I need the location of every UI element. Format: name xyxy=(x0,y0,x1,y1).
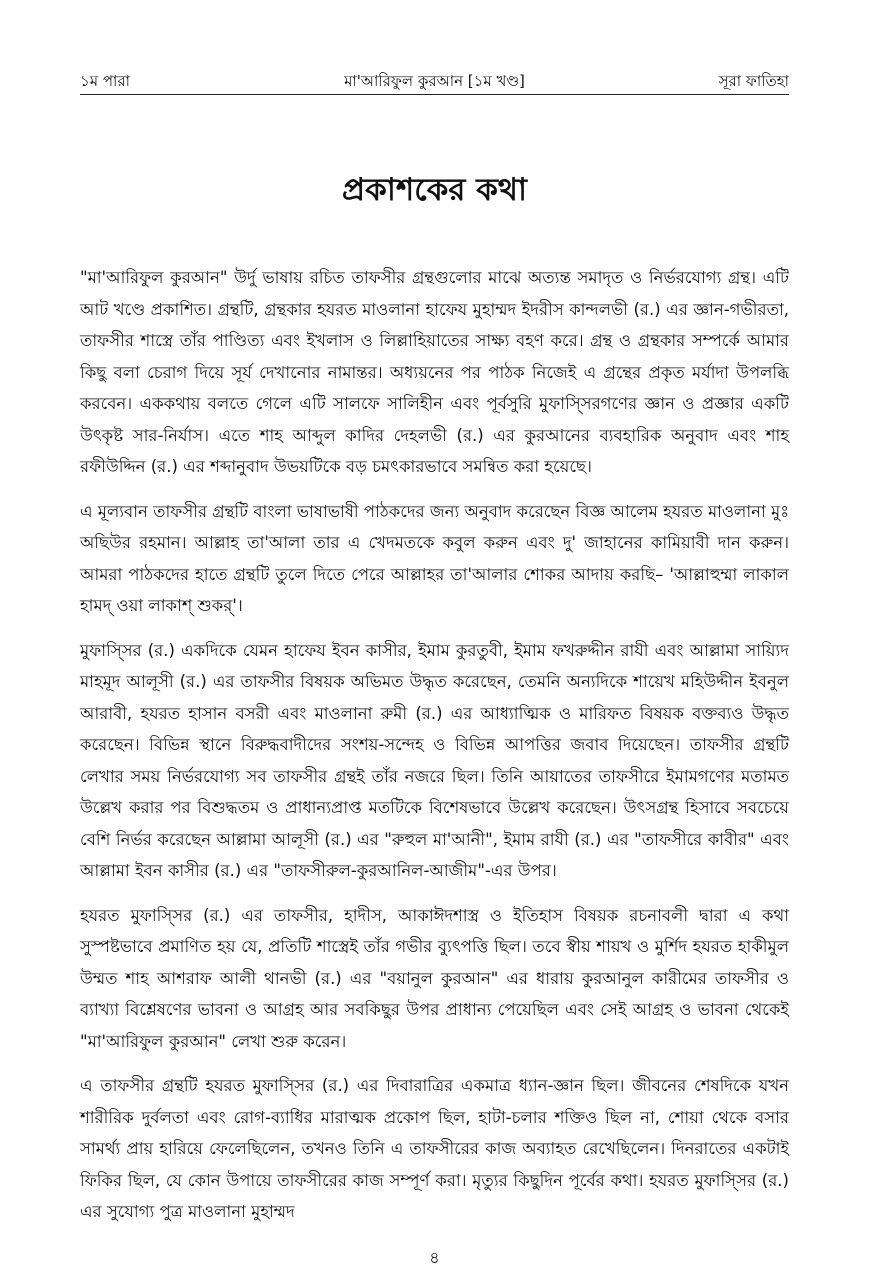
paragraph-4: হযরত মুফাস্সির (র.) এর তাফসীর, হাদীস, আকাঈদশাস্ত্র ও ইতিহাস বিষয়ক রচনাবলী দ্বারা এ কথা সুস্পষ্টভাবে প্রমাণিত হয় যে, প্রতিটি শাস্ত্রেই তাঁর গভীর ব্যুৎপত্তি ছিল। তবে স্বীয় শায়খ ও মুর্শিদ হযরত হাকীমুল উম্মত শাহ আশরাফ আলী থানভী (র.) এর "বয়ানুল কুরআন" এর ধারায় কুরআনুল কারীমের তাফসীর ও ব্যাখ্যা বিশ্লেষণের ভাবনা ও আগ্রহ আর সবকিছুর উপর প্রাধান্য পেয়েছিল এবং সেই আগ্রহ ও ভাবনা থেকেই "মা'আরিফুল কুরআন" লেখা শুরু করেন। xyxy=(80,905,789,1051)
header-book-title: মা'আরিফুল কুরআন [১ম খণ্ড] xyxy=(344,72,525,90)
header-left-para: ১ম পারা xyxy=(80,72,130,90)
paragraph-5: এ তাফসীর গ্রন্থটি হযরত মুফাস্সির (র.) এর দিবারাত্রির একমাত্র ধ্যান-জ্ঞান ছিল। জীবনের শেষদিকে যখন শারীরিক দুর্বলতা এবং রোগ-ব্যাধির মারাত্মক প্রকোপ ছিল, হাটা-চলার শক্তিও ছিল না, শোয়া থেকে বসার সামর্থ্য প্রায় হারিয়ে ফেলেছিলেন, তখনও তিনি এ তাফসীরের কাজ অব্যাহত রেখেছিলেন। দিনরাতের একটাই ফিকির ছিল, যে কোন উপায়ে তাফসীরের কাজ সম্পূর্ণ করা। মৃত্যুর কিছুদিন পূর্বের কথা। হযরত মুফাস্সির (র.) এর সুযোগ্য পুত্র মাওলানা মুহাম্মদ xyxy=(80,1076,789,1221)
running-header xyxy=(80,60,789,95)
paragraph-1: "মা'আরিফুল কুরআন" উর্দু ভাষায় রচিত তাফসীর গ্রন্থগুলোর মাঝে অত্যন্ত সমাদৃত ও নির্ভরযোগ্য গ্রন্থ। এটি আট খণ্ডে প্রকাশিত। গ্রন্থটি, গ্রন্থকার হযরত মাওলানা হাফেয মুহাম্মদ ইদরীস কান্দলভী (র.) এর জ্ঞান-গভীরতা, তাফসীর শাস্ত্রে তাঁর পাণ্ডিত্য এবং ইখলাস ও লিল্লাহিয়াতের সাক্ষ্য বহণ করে। গ্রন্থ ও গ্রন্থকার সম্পর্কে আমার কিছু বলা চেরাগ দিয়ে সূর্য দেখানোর নামান্তর। অধ্যয়নের পর পাঠক নিজেই এ গ্রন্থের প্রকৃত মর্যাদা উপলব্ধি করবেন। এককথায় বলতে গেলে এটি সালফে সালিহীন এবং পূর্বসুরি মুফাস্সিরগণের জ্ঞান ও প্রজ্ঞার একটি উৎকৃষ্ট সার-নির্যাস। এতে শাহ আব্দুল কাদির দেহলভী (র.) এর কুরআনের ব্যবহারিক অনুবাদ এবং শাহ রফীউদ্দিন (র.) এর শব্দানুবাদ উভয়টিকে বড় চমৎকারভাবে সমন্বিত করা হয়েছে। xyxy=(80,268,790,476)
paragraph-2: এ মূল্যবান তাফসীর গ্রন্থটি বাংলা ভাষাভাষী পাঠকদের জন্য অনুবাদ করেছেন বিজ্ঞ আলেম হযরত মাওলানা মুঃ অছিউর রহমান। আল্লাহ তা'আলা তার এ খেদমতকে কবুল করুন এবং দু' জাহানের কামিয়াবী দান করুন। আমরা পাঠকদের হাতে গ্রন্থটি তুলে দিতে পেরে আল্লাহর তা'আলার শোকর আদায় করছি– 'আল্লাহুম্মা লাকাল হামদ্ ওয়া লাকাশ্ শুকর্'। xyxy=(80,501,789,615)
body-text xyxy=(80,262,789,1241)
header-right-sura: সূরা ফাতিহা xyxy=(718,72,789,90)
paragraph-3: মুফাস্সির (র.) একদিকে যেমন হাফেয ইবন কাসীর, ইমাম কুরতুবী, ইমাম ফখরুদ্দীন রাযী এবং আল্লামা সায়্যিদ মাহমূদ আলূসী (র.) এর তাফসীর বিষয়ক অভিমত উদ্ধৃত করেছেন, তেমনি অন্যদিকে শায়েখ মহিউদ্দীন ইবনুল আরাবী, হযরত হাসান বসরী এবং মাওলানা রুমী (র.) এর আধ্যাত্মিক ও মারিফত বিষয়ক বক্তব্যও উদ্ধৃত করেছেন। বিভিন্ন স্থানে বিরুদ্ধবাদীদের সংশয়-সন্দেহ ও বিভিন্ন আপত্তির জবাব দিয়েছেন। তাফসীর গ্রন্থটি লেখার সময় নির্ভরযোগ্য সব তাফসীর গ্রন্থই তাঁর নজরে ছিল। তিনি আয়াতের তাফসীরে ইমামগণের মতামত উল্লেখ করার পর বিশুদ্ধতম ও প্রাধান্যপ্রাপ্ত মতটিকে বিশেষভাবে উল্লেখ করেছেন। উৎসগ্রন্থ হিসাবে সবচেয়ে বেশি নির্ভর করেছেন আল্লামা আলূসী (র.) এর "রুহুল মা'আনী", ইমাম রাযী (র.) এর "তাফসীরে কাবীর" এবং আল্লামা ইবন কাসীর (র.) এর "তাফসীরুল-কুরআনিল-আজীম"-এর উপর। xyxy=(80,640,789,880)
page-title: প্রকাশকের কথা xyxy=(342,172,527,208)
page-number: ৪ xyxy=(429,1248,440,1267)
